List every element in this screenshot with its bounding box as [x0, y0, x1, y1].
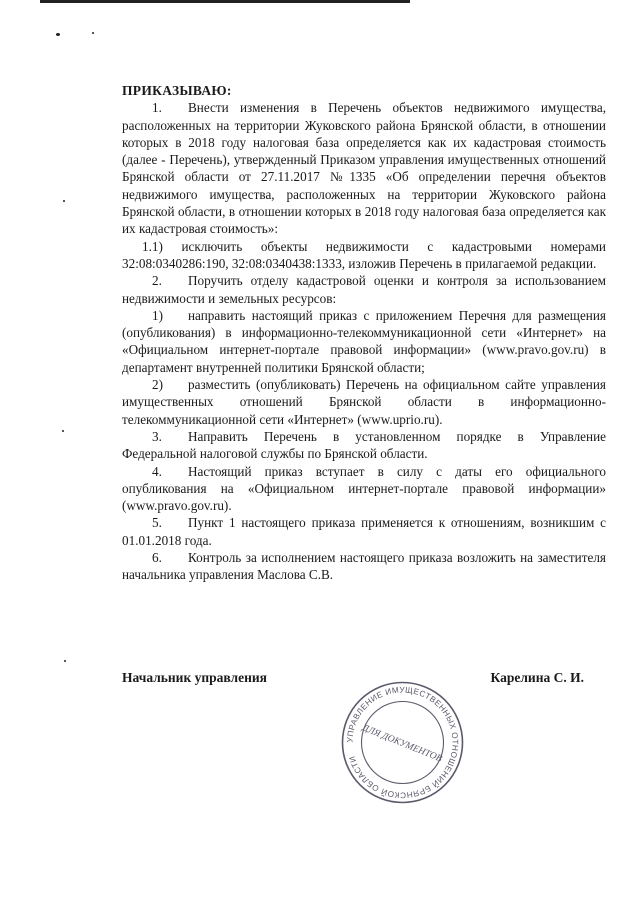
scan-edge-line — [40, 0, 410, 3]
item-number: 1) — [152, 307, 163, 323]
stamp-inner-text: ДЛЯ ДОКУМЕНТОВ — [360, 723, 444, 765]
item-text: Настоящий приказ вступает в силу с даты его официального опубликования на «Официальном интернет-портале правовой информации» (www.pravo.gov.ru). — [122, 463, 606, 514]
order-subitem — [122, 238, 606, 273]
order-subitem — [122, 307, 606, 376]
scan-speck — [64, 660, 66, 662]
scan-speck — [92, 32, 94, 34]
order-subitem — [122, 376, 606, 428]
item-number: 3. — [152, 428, 162, 444]
item-number: 4. — [152, 463, 162, 479]
item-number: 5. — [152, 515, 162, 531]
order-heading: ПРИКАЗЫВАЮ: — [122, 83, 232, 98]
scan-speck — [63, 200, 65, 202]
item-text: Направить Перечень в установленном порядке в Управление Федеральной налоговой службы по Брянской области. — [122, 428, 606, 462]
signatory-position: Начальник управления — [122, 670, 267, 685]
order-item — [122, 549, 606, 584]
order-item — [122, 514, 606, 549]
item-text: Поручить отделу кадастровой оценки и контроля за использованием недвижимости и земельных ресурсов: — [122, 273, 606, 306]
stamp-outer-text: УПРАВЛЕНИЕ ИМУЩЕСТВЕННЫХ ОТНОШЕНИЙ БРЯНСКОЙ ОБЛАСТИ — [345, 685, 460, 800]
item-text: Контроль за исполнением настоящего приказа возложить на заместителя начальника управления Маслова С.В. — [122, 550, 606, 583]
item-text: разместить (опубликовать) Перечень на официальном сайте управления имущественных отношений Брянской области в информационно-телекоммуникационной сети «Интернет» (www.uprio.ru). — [122, 377, 606, 427]
order-item — [122, 272, 606, 307]
scan-speck — [62, 430, 64, 432]
scan-speck — [56, 33, 60, 36]
item-text: Пункт 1 настоящего приказа применяется к отношениям, возникшим с 01.01.2018 года. — [122, 515, 606, 548]
signatory-name: Карелина С. И. — [490, 670, 584, 685]
official-stamp — [340, 680, 465, 805]
item-number: 2. — [152, 273, 162, 289]
order-item — [122, 463, 606, 515]
item-number: 2) — [152, 377, 163, 393]
item-text: направить настоящий приказ с приложением Перечня для размещения (опубликования) в информационно-телекоммуникационной сети «Интернет» на «Официальном интернет-портале правовой информации» (www.pravo.gov.ru) в департамент внутренней политики Брянской области; — [122, 307, 606, 375]
item-text: 1.1) исключить объекты недвижимости с кадастровыми номерами 32:08:0340286:190, 32:08:0340438:1333, изложив Перечень в прилагаемой редакции. — [122, 238, 606, 271]
document-body — [122, 82, 606, 584]
order-item — [122, 99, 606, 237]
item-number: 6. — [152, 550, 162, 566]
item-number: 1. — [152, 100, 162, 116]
order-item — [122, 428, 606, 463]
item-text: Внести изменения в Перечень объектов недвижимого имущества, расположенных на территории Жуковского района Брянской области, в отношении которых в 2018 году налоговая база определяется как их кадастровая стоимость (далее - Перечень), утвержденный Приказом управления имущественных отношений Брянской области от 27.11.2017 №1335 «Об определении перечня объектов недвижимого имущества, расположенных на территории Жуковского района Брянской области, в отношении которых в 2018 году налоговая база определяется как их кадастровая стоимость»: — [122, 100, 606, 237]
